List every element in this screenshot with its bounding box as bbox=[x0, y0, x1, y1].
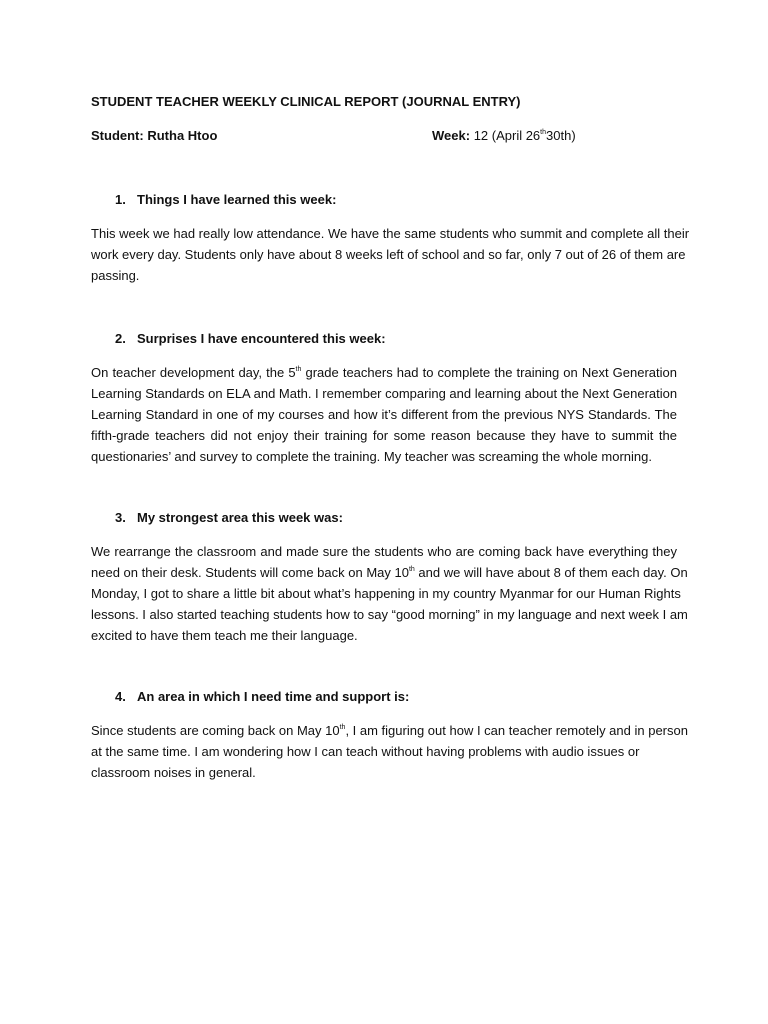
paragraph-line: work every day. Students only have about 8 weeks left of school and so far, only 7 out of 26 of them are bbox=[91, 247, 686, 262]
ordinal-sup: th bbox=[408, 565, 415, 573]
section-heading-text: Things I have learned this week: bbox=[137, 192, 337, 207]
student-info-row bbox=[91, 128, 691, 143]
week-value bbox=[474, 128, 576, 143]
paragraph-line: Learning Standard in one of my courses and how it’s different from the previous NYS Standards. The bbox=[91, 407, 677, 422]
paragraph-line: passing. bbox=[91, 268, 140, 283]
week-info bbox=[432, 128, 576, 143]
paragraph-line: We rearrange the classroom and made sure the students who are coming back have everything they bbox=[91, 544, 677, 559]
paragraph-line: Monday, I got to share a little bit about what’s happening in my country Myanmar for our Human Rights bbox=[91, 586, 681, 601]
line-prefix: need on their desk. Students will come back on May 10 bbox=[91, 565, 409, 580]
ordinal-sup: th bbox=[339, 723, 346, 731]
paragraph-line bbox=[91, 562, 688, 583]
section-heading-text: Surprises I have encountered this week: bbox=[137, 331, 386, 346]
week-value-suffix: 30th) bbox=[546, 128, 576, 143]
section-2-heading bbox=[115, 331, 386, 346]
student-name: Rutha Htoo bbox=[147, 128, 218, 143]
section-3-heading bbox=[115, 510, 343, 525]
section-2-paragraph bbox=[91, 362, 677, 467]
paragraph-line: classroom noises in general. bbox=[91, 765, 256, 780]
student-label: Student: bbox=[91, 128, 144, 143]
section-1-heading bbox=[115, 192, 336, 207]
section-4-paragraph bbox=[91, 720, 688, 783]
line-prefix: Since students are coming back on May 10 bbox=[91, 723, 340, 738]
section-heading-text: An area in which I need time and support is: bbox=[137, 689, 410, 704]
paragraph-line: fifth-grade teachers did not enjoy their training for some reason because they have to summit the bbox=[91, 428, 677, 443]
paragraph-line bbox=[91, 720, 688, 741]
line-suffix: , I am figuring out how I can teacher remotely and in person bbox=[345, 723, 688, 738]
paragraph-line bbox=[91, 362, 677, 383]
paragraph-line: This week we had really low attendance. We have the same students who summit and complete all their bbox=[91, 226, 690, 241]
document-title: STUDENT TEACHER WEEKLY CLINICAL REPORT (JOURNAL ENTRY) bbox=[91, 94, 521, 109]
paragraph-line: lessons. I also started teaching students how to say “good morning” in my language and next week I am bbox=[91, 607, 688, 622]
section-number: 4. bbox=[115, 689, 126, 704]
paragraph-line: questionaries’ and survey to complete the training. My teacher was screaming the whole morning. bbox=[91, 449, 652, 464]
week-value-prefix: 12 (April 26 bbox=[473, 128, 541, 143]
paragraph-line: Learning Standards on ELA and Math. I remember comparing and learning about the Next Generation bbox=[91, 386, 678, 401]
week-label: Week: bbox=[432, 128, 471, 143]
line-suffix: grade teachers had to complete the training on Next Generation bbox=[301, 365, 677, 380]
section-number: 2. bbox=[115, 331, 126, 346]
paragraph-line: at the same time. I am wondering how I can teach without having problems with audio issues or bbox=[91, 744, 640, 759]
section-1-paragraph bbox=[91, 223, 690, 286]
section-number: 1. bbox=[115, 192, 126, 207]
section-heading-text: My strongest area this week was: bbox=[137, 510, 343, 525]
ordinal-sup: th bbox=[295, 365, 302, 373]
week-value-sup: th bbox=[540, 128, 547, 136]
section-3-paragraph bbox=[91, 541, 688, 646]
paragraph-line: excited to have them teach me their language. bbox=[91, 628, 358, 643]
section-number: 3. bbox=[115, 510, 126, 525]
line-prefix: On teacher development day, the 5 bbox=[91, 365, 296, 380]
section-4-heading bbox=[115, 689, 409, 704]
line-suffix: and we will have about 8 of them each day. On bbox=[414, 565, 688, 580]
